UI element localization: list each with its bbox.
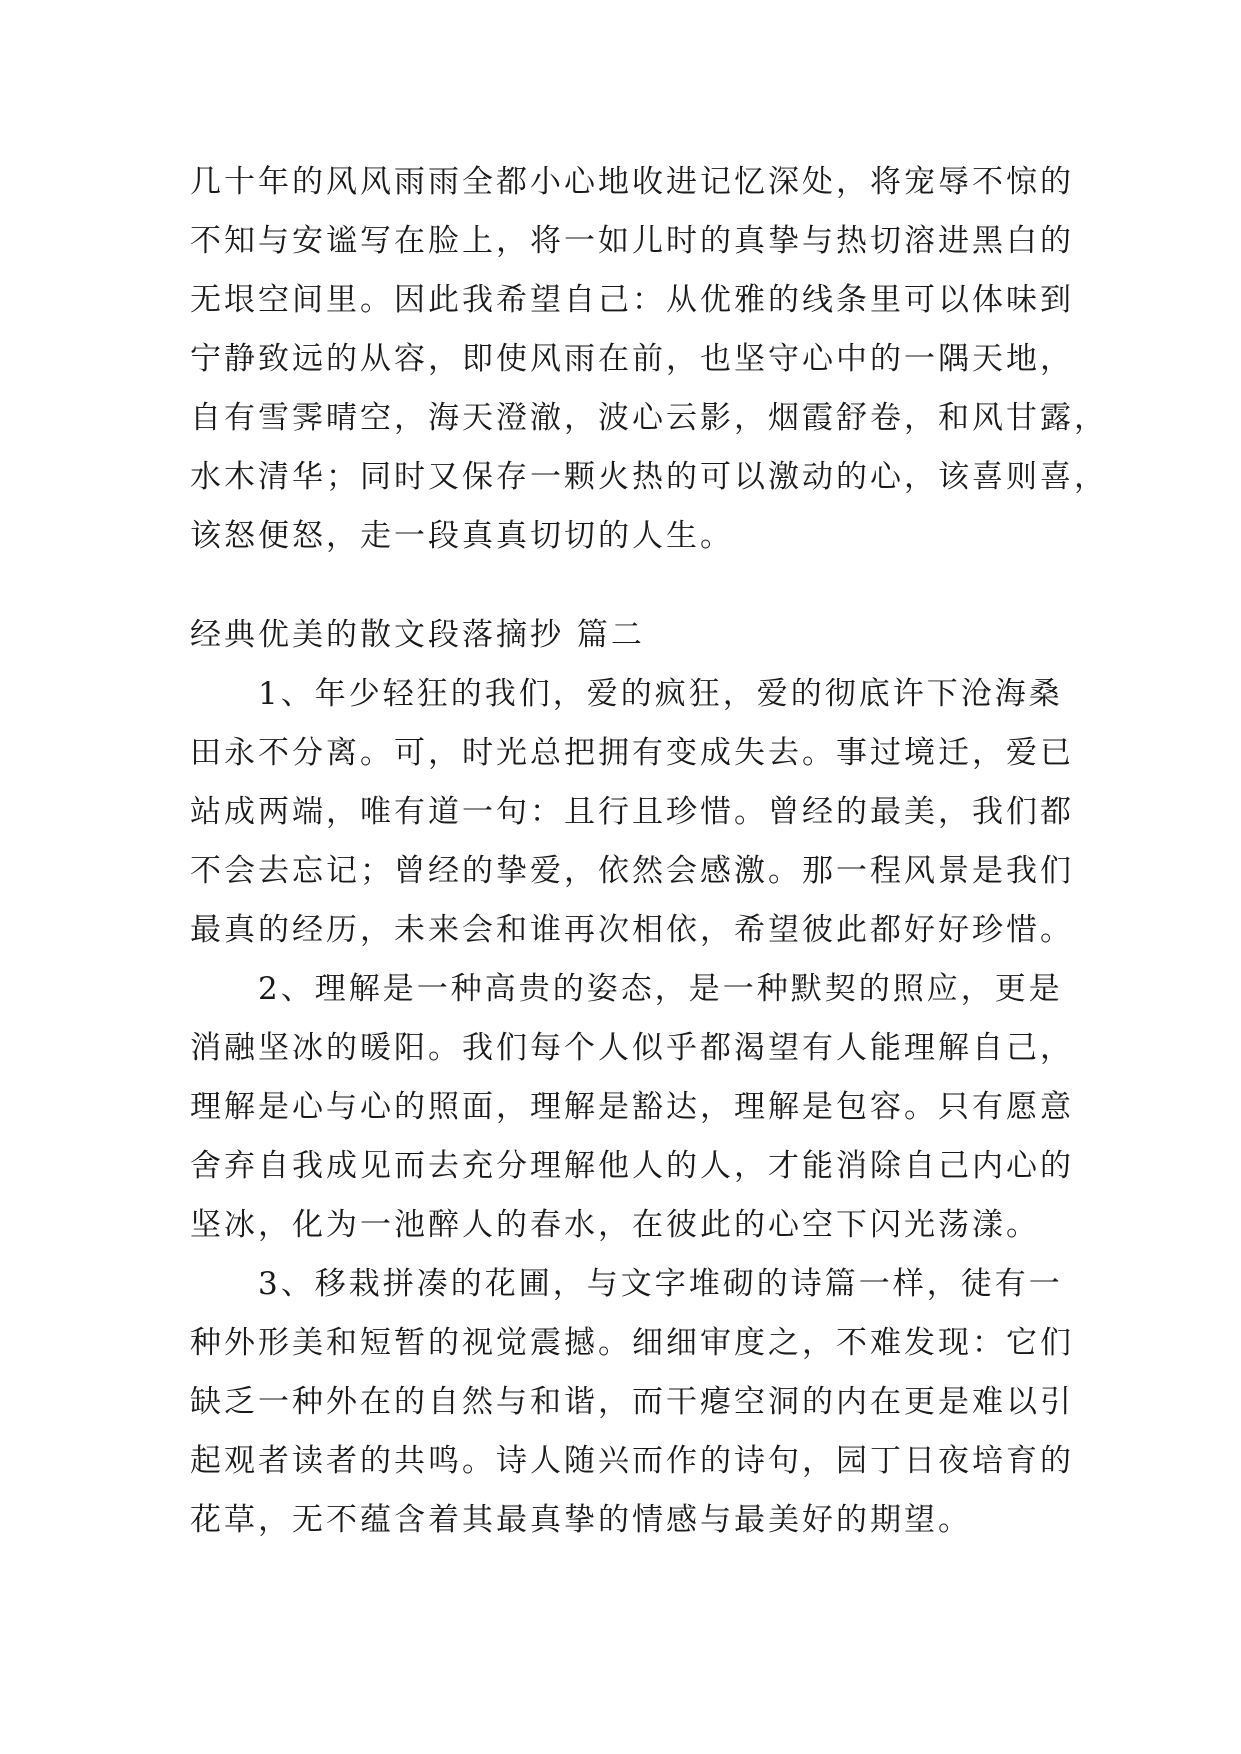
paragraph-1 [190,665,1074,960]
text-line: 缺乏一种外在的自然与和谐，而干瘪空洞的内在更是难以引 [190,1384,1074,1420]
text-line: 种外形美和短暂的视觉震撼。细细审度之，不难发现：它们 [190,1325,1074,1361]
text-line: 3、移栽拼凑的花圃，与文字堆砌的诗篇一样，徒有一 [190,1266,1063,1302]
text-line: 站成两端，唯有道一句：且行且珍惜。曾经的最美，我们都 [190,794,1074,830]
text-line: 2、理解是一种高贵的姿态，是一种默契的照应，更是 [190,971,1063,1007]
text-line: 田永不分离。可，时光总把拥有变成失去。事过境迁，爱已 [190,735,1074,771]
section-heading: 经典优美的散文段落摘抄 篇二 [190,617,645,653]
text-line: 水木清华；同时又保存一颗火热的可以激动的心，该喜则喜， [190,459,1108,495]
text-line: 1、年少轻狂的我们，爱的疯狂，爱的彻底许下沧海桑 [190,676,1063,712]
text-line: 起观者读者的共鸣。诗人随兴而作的诗句，园丁日夜培育的 [190,1443,1074,1479]
text-line: 该怒便怒，走一段真真切切的人生。 [190,518,734,554]
text-line: 自有雪霁晴空，海天澄澈，波心云影，烟霞舒卷，和风甘露， [190,400,1108,436]
text-line: 几十年的风风雨雨全都小心地收进记忆深处，将宠辱不惊的 [190,164,1074,200]
intro-paragraph [190,153,1108,566]
text-line: 不知与安谧写在脸上，将一如儿时的真挚与热切溶进黑白的 [190,223,1074,259]
text-line: 坚冰，化为一池醉人的春水，在彼此的心空下闪光荡漾。 [190,1207,1040,1243]
text-line: 无垠空间里。因此我希望自己：从优雅的线条里可以体味到 [190,282,1074,318]
text-line: 不会去忘记；曾经的挚爱，依然会感激。那一程风景是我们 [190,853,1074,889]
text-line: 最真的经历，未来会和谁再次相依，希望彼此都好好珍惜。 [190,912,1074,948]
text-line: 宁静致远的从容，即使风雨在前，也坚守心中的一隅天地， [190,341,1074,377]
text-line: 舍弃自我成见而去充分理解他人的人，才能消除自己内心的 [190,1148,1074,1184]
paragraph-2 [190,960,1074,1255]
paragraph-3 [190,1255,1074,1550]
text-line: 花草，无不蕴含着其最真挚的情感与最美好的期望。 [190,1502,972,1538]
text-line: 理解是心与心的照面，理解是豁达，理解是包容。只有愿意 [190,1089,1074,1125]
text-line: 消融坚冰的暖阳。我们每个人似乎都渴望有人能理解自己， [190,1030,1074,1066]
